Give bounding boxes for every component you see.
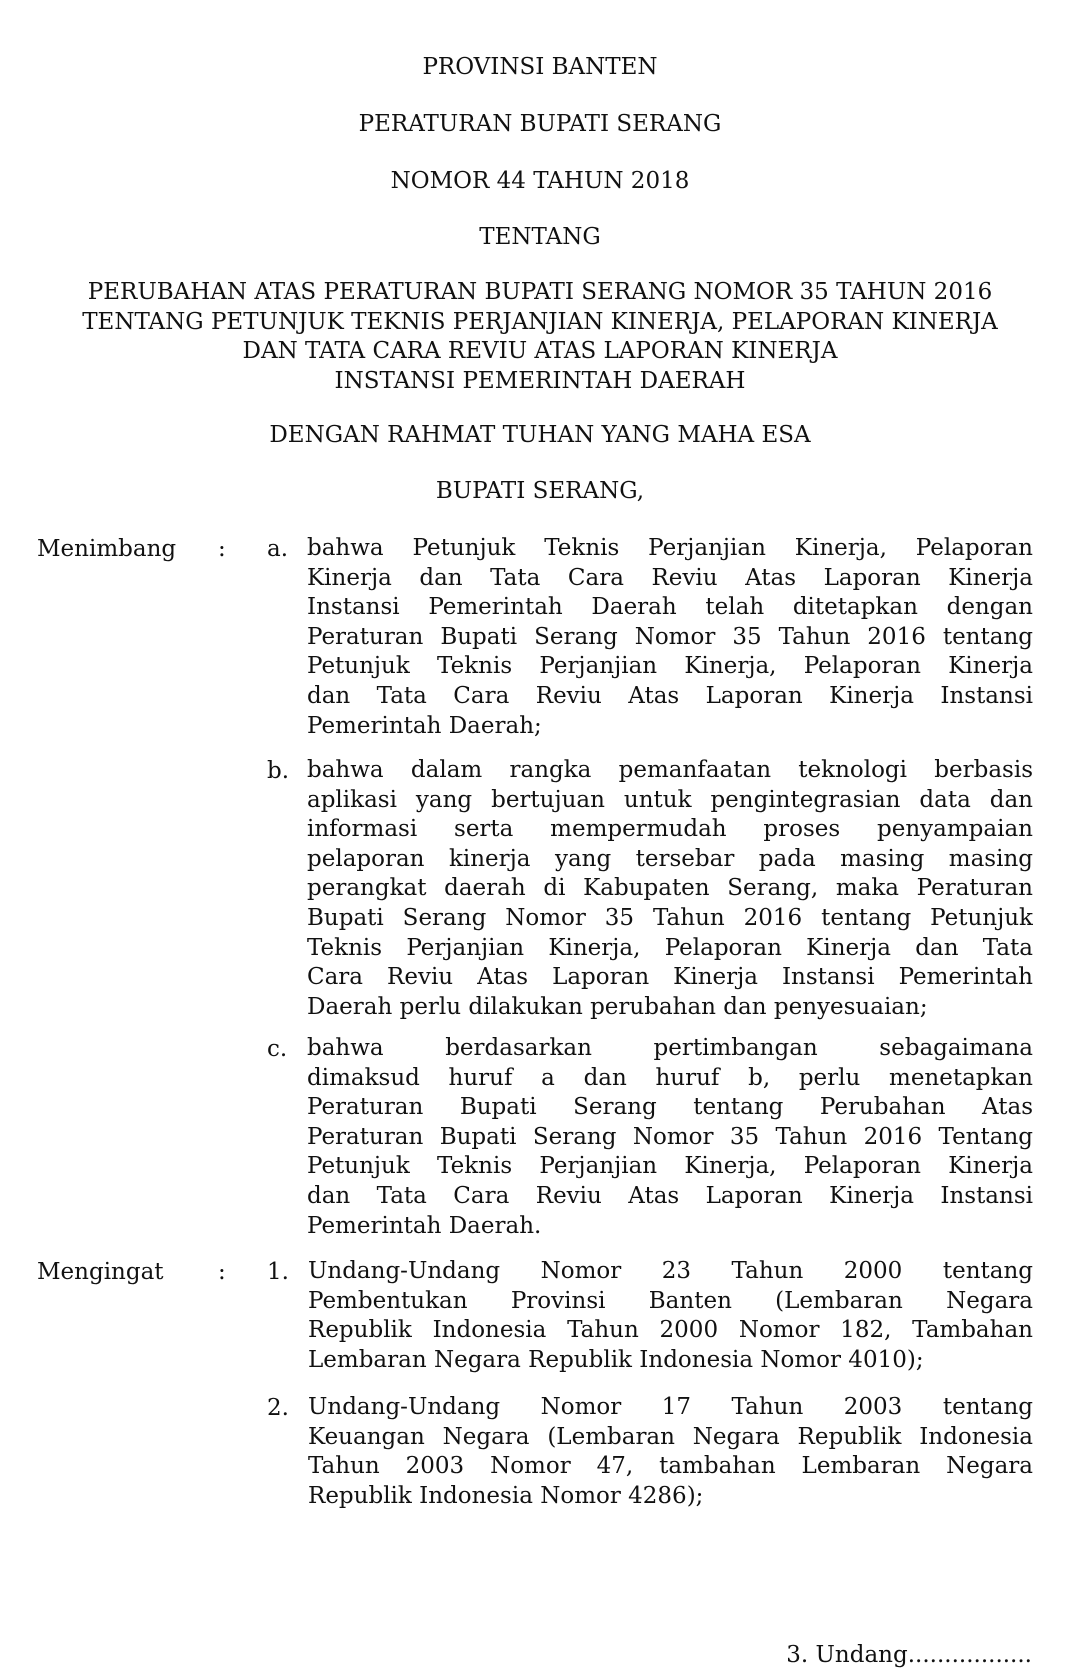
mengingat-item-1 xyxy=(308,1257,1033,1375)
text-line: Pembentukan Provinsi Banten (Lembaran Negara xyxy=(308,1287,1033,1314)
text-line: bahwa berdasarkan pertimbangan sebagaimana xyxy=(307,1035,1033,1061)
text-line: Bupati Serang Nomor 35 Tahun 2016 tentang Petunjuk xyxy=(307,904,1033,931)
text-line: dan Tata Cara Reviu Atas Laporan Kinerja Instansi xyxy=(307,682,1033,709)
text-line: Undang-Undang Nomor 17 Tahun 2003 tentang xyxy=(308,1394,1033,1420)
item-marker: 1. xyxy=(267,1259,289,1285)
text-line: Undang-Undang Nomor 23 Tahun 2000 tentang xyxy=(308,1258,1033,1284)
menimbang-colon: : xyxy=(218,536,226,562)
about-heading: TENTANG xyxy=(479,224,601,250)
menimbang-item-b xyxy=(307,756,1033,1022)
text-line: Lembaran Negara Republik Indonesia Nomor 4010); xyxy=(308,1346,924,1373)
regulation-heading: PERATURAN BUPATI SERANG xyxy=(358,111,722,137)
text-line: Pemerintah Daerah. xyxy=(307,1212,542,1239)
text-line: Tahun 2003 Nomor 47, tambahan Lembaran Negara xyxy=(308,1453,1033,1480)
official-title: BUPATI SERANG, xyxy=(435,478,645,504)
subject-line: INSTANSI PEMERINTAH DAERAH xyxy=(334,367,746,394)
mengingat-colon: : xyxy=(218,1259,226,1285)
text-line: pelaporan kinerja yang tersebar pada masing masing xyxy=(307,845,1033,872)
menimbang-item-c xyxy=(307,1034,1033,1241)
text-line: Peraturan Bupati Serang Nomor 35 Tahun 2016 tentang xyxy=(307,623,1033,650)
text-line: Teknis Perjanjian Kinerja, Pelaporan Kinerja dan Tata xyxy=(307,934,1033,961)
menimbang-item-a xyxy=(307,534,1033,741)
page-continuation: 3. Undang................. xyxy=(786,1642,1032,1668)
text-line: aplikasi yang bertujuan untuk pengintegrasian data dan xyxy=(307,786,1033,813)
text-line: Instansi Pemerintah Daerah telah ditetapkan dengan xyxy=(307,594,1033,621)
regulation-number: NOMOR 44 TAHUN 2018 xyxy=(390,168,690,194)
item-marker: 2. xyxy=(267,1395,289,1421)
text-line: Petunjuk Teknis Perjanjian Kinerja, Pelaporan Kinerja xyxy=(307,653,1033,680)
text-line: dimaksud huruf a dan huruf b, perlu menetapkan xyxy=(307,1064,1033,1091)
subject-line: DAN TATA CARA REVIU ATAS LAPORAN KINERJA xyxy=(242,338,838,364)
text-line: Cara Reviu Atas Laporan Kinerja Instansi Pemerintah xyxy=(307,964,1033,991)
province-heading: PROVINSI BANTEN xyxy=(422,54,658,80)
subject-line: PERUBAHAN ATAS PERATURAN BUPATI SERANG NOMOR 35 TAHUN 2016 xyxy=(87,279,993,305)
item-marker: c. xyxy=(267,1036,288,1062)
text-line: Petunjuk Teknis Perjanjian Kinerja, Pelaporan Kinerja xyxy=(307,1153,1033,1180)
blessing-line: DENGAN RAHMAT TUHAN YANG MAHA ESA xyxy=(269,422,811,448)
text-line: Republik Indonesia Tahun 2000 Nomor 182, Tambahan xyxy=(308,1317,1033,1344)
text-line: Daerah perlu dilakukan perubahan dan penyesuaian; xyxy=(307,993,928,1020)
mengingat-item-2 xyxy=(308,1393,1033,1511)
text-line: Republik Indonesia Nomor 4286); xyxy=(308,1482,704,1509)
text-line: Pemerintah Daerah; xyxy=(307,712,542,739)
subject-line: TENTANG PETUNJUK TEKNIS PERJANJIAN KINERJA, PELAPORAN KINERJA xyxy=(82,308,998,335)
menimbang-label: Menimbang xyxy=(37,536,177,562)
item-marker: a. xyxy=(267,536,289,562)
text-line: bahwa dalam rangka pemanfaatan teknologi berbasis xyxy=(307,757,1033,783)
text-line: Keuangan Negara (Lembaran Negara Republik Indonesia xyxy=(308,1423,1033,1450)
regulation-subject xyxy=(0,278,1080,396)
text-line: dan Tata Cara Reviu Atas Laporan Kinerja Instansi xyxy=(307,1182,1033,1209)
text-line: Kinerja dan Tata Cara Reviu Atas Laporan Kinerja xyxy=(307,564,1033,591)
text-line: Peraturan Bupati Serang tentang Perubahan Atas xyxy=(307,1094,1033,1121)
text-line: bahwa Petunjuk Teknis Perjanjian Kinerja, Pelaporan xyxy=(307,535,1033,561)
text-line: Peraturan Bupati Serang Nomor 35 Tahun 2016 Tentang xyxy=(307,1123,1033,1150)
item-marker: b. xyxy=(267,758,290,784)
mengingat-label: Mengingat xyxy=(37,1259,164,1285)
text-line: perangkat daerah di Kabupaten Serang, maka Peraturan xyxy=(307,875,1033,902)
text-line: informasi serta mempermudah proses penyampaian xyxy=(307,816,1033,843)
